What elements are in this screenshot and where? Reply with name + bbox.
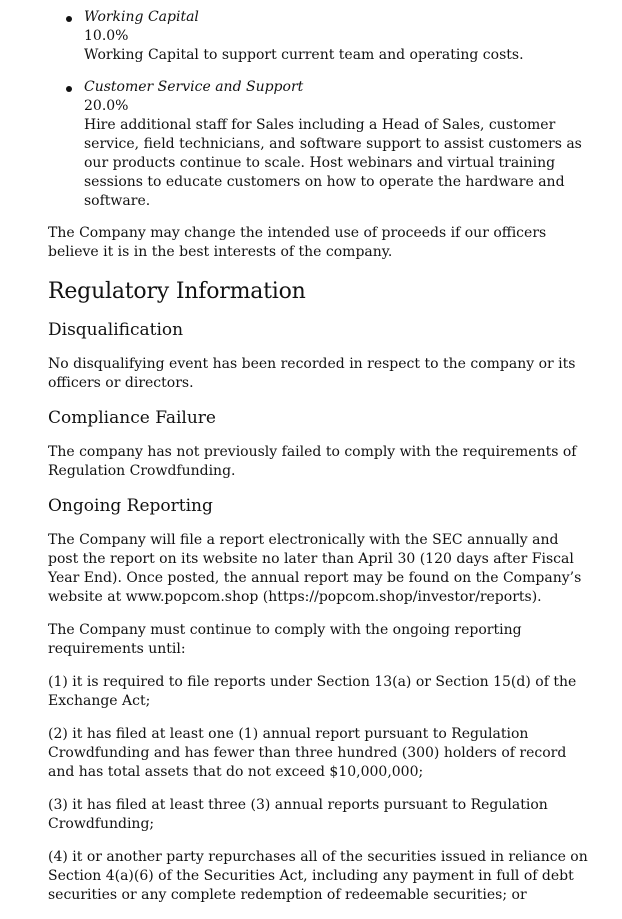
bullet-icon xyxy=(66,86,72,92)
subheading-compliance-failure: Compliance Failure xyxy=(48,408,216,428)
use-description: Working Capital to support current team and operating costs. xyxy=(84,47,524,63)
use-percent: 10.0% xyxy=(84,28,129,44)
document-page xyxy=(48,8,593,919)
proceeds-note: The Company may change the intended use of proceeds if our officers believe it is in the best interests of the company. xyxy=(48,225,547,260)
list-item xyxy=(48,78,593,211)
compliance-text: The company has not previously failed to comply with the requirements of Regulation Crowdfunding. xyxy=(48,444,577,479)
ongoing-paragraph: The Company will file a report electronically with the SEC annually and post the report on its website no later than April 30 (120 days after Fiscal Year End). Once posted, the annual report may be found on the Company’s website at www.popcom.shop (https://popcom.shop/investor/reports). xyxy=(48,532,582,605)
disqualification-text: No disqualifying event has been recorded in respect to the company or its officers or directors. xyxy=(48,356,576,391)
list-item xyxy=(48,8,593,65)
subheading-disqualification: Disqualification xyxy=(48,320,184,340)
use-percent: 20.0% xyxy=(84,98,129,114)
use-of-proceeds-list xyxy=(48,8,593,211)
use-title: Customer Service and Support xyxy=(84,79,304,95)
ongoing-paragraph: (4) it or another party repurchases all of the securities issued in reliance on Section 4(a)(6) of the Securities Act, including any payment in full of debt securities or any complete redemption of redeemable securities; or xyxy=(48,849,588,903)
ongoing-paragraph: The Company must continue to comply with the ongoing reporting requirements until: xyxy=(48,622,522,657)
ongoing-paragraph: (2) it has filed at least one (1) annual report pursuant to Regulation Crowdfunding and has fewer than three hundred (300) holders of record and has total assets that do not exceed $10,000,000; xyxy=(48,726,567,780)
section-heading-regulatory: Regulatory Information xyxy=(48,279,306,304)
use-description: Hire additional staff for Sales including a Head of Sales, customer service, field technicians, and software support to assist customers as our products continue to scale. Host webinars and virtual training sessions to educate customers on how to operate the hardware and software. xyxy=(84,117,582,209)
ongoing-paragraph: (3) it has filed at least three (3) annual reports pursuant to Regulation Crowdfunding; xyxy=(48,797,548,832)
use-title: Working Capital xyxy=(84,9,199,25)
subheading-ongoing-reporting: Ongoing Reporting xyxy=(48,496,213,516)
bullet-icon xyxy=(66,16,72,22)
ongoing-paragraph: (1) it is required to file reports under Section 13(a) or Section 15(d) of the Exchange Act; xyxy=(48,674,577,709)
